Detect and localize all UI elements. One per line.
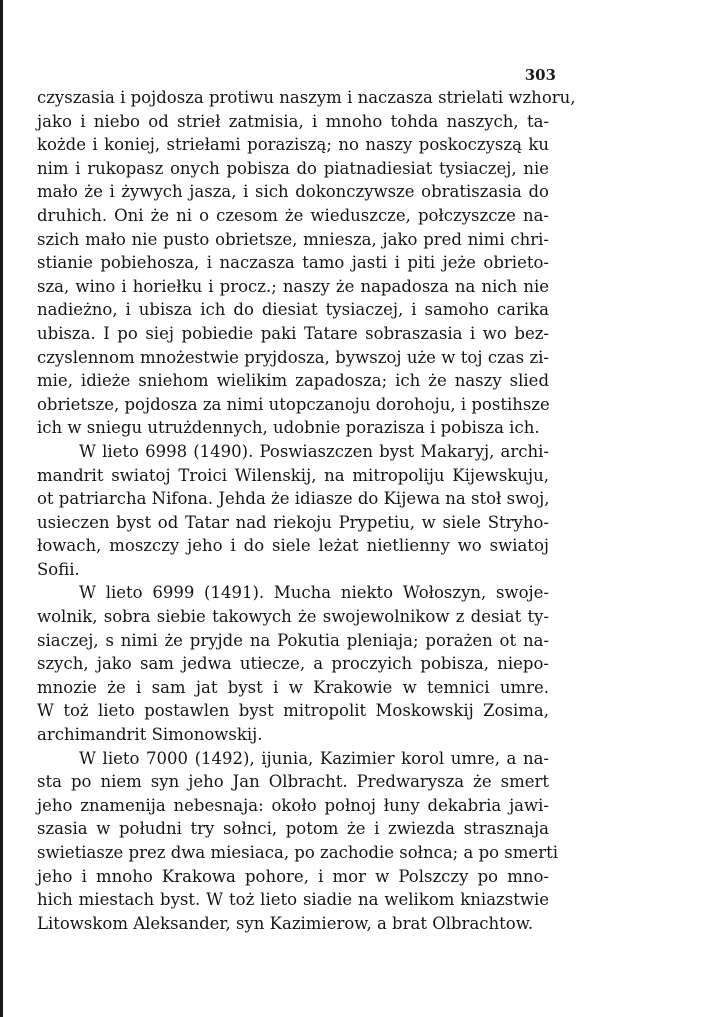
text-line: mie, idieże sniehom wielikim zapadosza; ich że naszy slied xyxy=(37,371,549,391)
text-line: druhich. Oni że ni o czesom że wieduszcze, połczyszcze na- xyxy=(37,205,549,225)
text-line: jeho i mnoho Krakowa pohore, i mor w Polszczy po mno- xyxy=(37,866,549,886)
text-line: szich mało nie pusto obrietsze, mniesza, jako pred nimi chri- xyxy=(37,229,549,249)
text-line: nim i rukopasz onych pobisza do piatnadiesiat tysiaczej, nie xyxy=(37,158,549,178)
text-line: łowach, moszczy jeho i do siele leżat nietlienny wo swiatoj xyxy=(37,536,549,556)
text-line: archimandrit Simonowskij. xyxy=(37,725,263,745)
body-text xyxy=(37,86,576,935)
page-edge-line xyxy=(0,0,3,1017)
text-line: ich w sniegu utrużdennych, udobnie porazisza i pobisza ich. xyxy=(37,418,540,438)
text-line: obrietsze, pojdosza za nimi utopczanoju dorohoju, i postihsze xyxy=(37,394,550,414)
text-line: W lieto 6999 (1491). Mucha niekto Wołoszyn, swoje- xyxy=(79,583,549,603)
text-line: swietiasze prez dwa miesiaca, po zachodie sołnca; a po smerti xyxy=(37,843,558,862)
text-line: szasia w południ try sołnci, potom że i zwiezda strasznaja xyxy=(37,819,549,839)
text-line: hich miestach byst. W toż lieto siadie na welikom kniazstwie xyxy=(37,890,549,910)
text-line: siaczej, s nimi że pryjde na Pokutia pleniaja; porażen ot na- xyxy=(37,630,549,650)
text-line: stianie pobiehosza, i naczasza tamo jasti i piti jeże obrieto- xyxy=(37,253,549,273)
text-line: mandrit swiatoj Troici Wilenskij, na mitropoliju Kijewskuju, xyxy=(37,465,549,485)
text-line: usieczen byst od Tatar nad riekoju Prypetiu, w siele Stryho- xyxy=(37,512,549,532)
paragraph xyxy=(37,747,558,936)
text-line: mnozie że i sam jat byst i w Krakowie w temnici umre. xyxy=(37,677,549,697)
text-line: W toż lieto postawlen byst mitropolit Moskowskij Zosima, xyxy=(37,701,549,721)
text-line: jeho znamenija nebesnaja: około połnoj łuny dekabria jawi- xyxy=(37,795,549,815)
text-line: ubisza. I po siej pobiedie paki Tatare sobraszasia i wo bez- xyxy=(37,323,549,343)
text-line: sta po niem syn jeho Jan Olbracht. Predwarysza że smert xyxy=(37,772,549,792)
text-line: Sofii. xyxy=(37,559,80,579)
text-line: sza, wino i horiełku i procz.; naszy że napadosza na nich nie xyxy=(37,276,549,296)
text-line: ot patriarcha Nifona. Jehda że idiasze do Kijewa na stoł swoj, xyxy=(37,489,550,509)
text-line: wolnik, sobra siebie takowych że swojewolnikow z desiat ty- xyxy=(37,607,549,627)
paragraph xyxy=(37,581,549,746)
text-line: W lieto 7000 (1492), ijunia, Kazimier korol umre, a na- xyxy=(79,748,549,768)
paragraph xyxy=(37,86,576,440)
text-line: Litowskom Aleksander, syn Kazimierow, a brat Olbrachtow. xyxy=(37,913,534,933)
paragraph xyxy=(37,440,549,582)
page-number: 303 xyxy=(524,66,556,84)
text-line: W lieto 6998 (1490). Poswiaszczen byst Makaryj, archi- xyxy=(79,441,549,461)
text-line: czyszasia i pojdosza protiwu naszym i naczasza strielati wzhoru, xyxy=(37,88,576,107)
text-line: jako i niebo od strieł zatmisia, i mnoho tohda naszych, ta- xyxy=(37,111,549,131)
text-line: nadieżno, i ubisza ich do diesiat tysiaczej, i samoho carika xyxy=(37,300,549,320)
text-line: mało że i żywych jasza, i sich dokonczywsze obratiszasia do xyxy=(37,182,549,202)
text-line: kożde i koniej, striełami poraziszą; no naszy poskoczyszą ku xyxy=(37,135,549,155)
text-line: czyslennom mnożestwie pryjdosza, bywszoj uże w toj czas zi- xyxy=(37,347,549,367)
text-line: szych, jako sam jedwa utiecze, a proczyich pobisza, niepo- xyxy=(37,654,549,674)
